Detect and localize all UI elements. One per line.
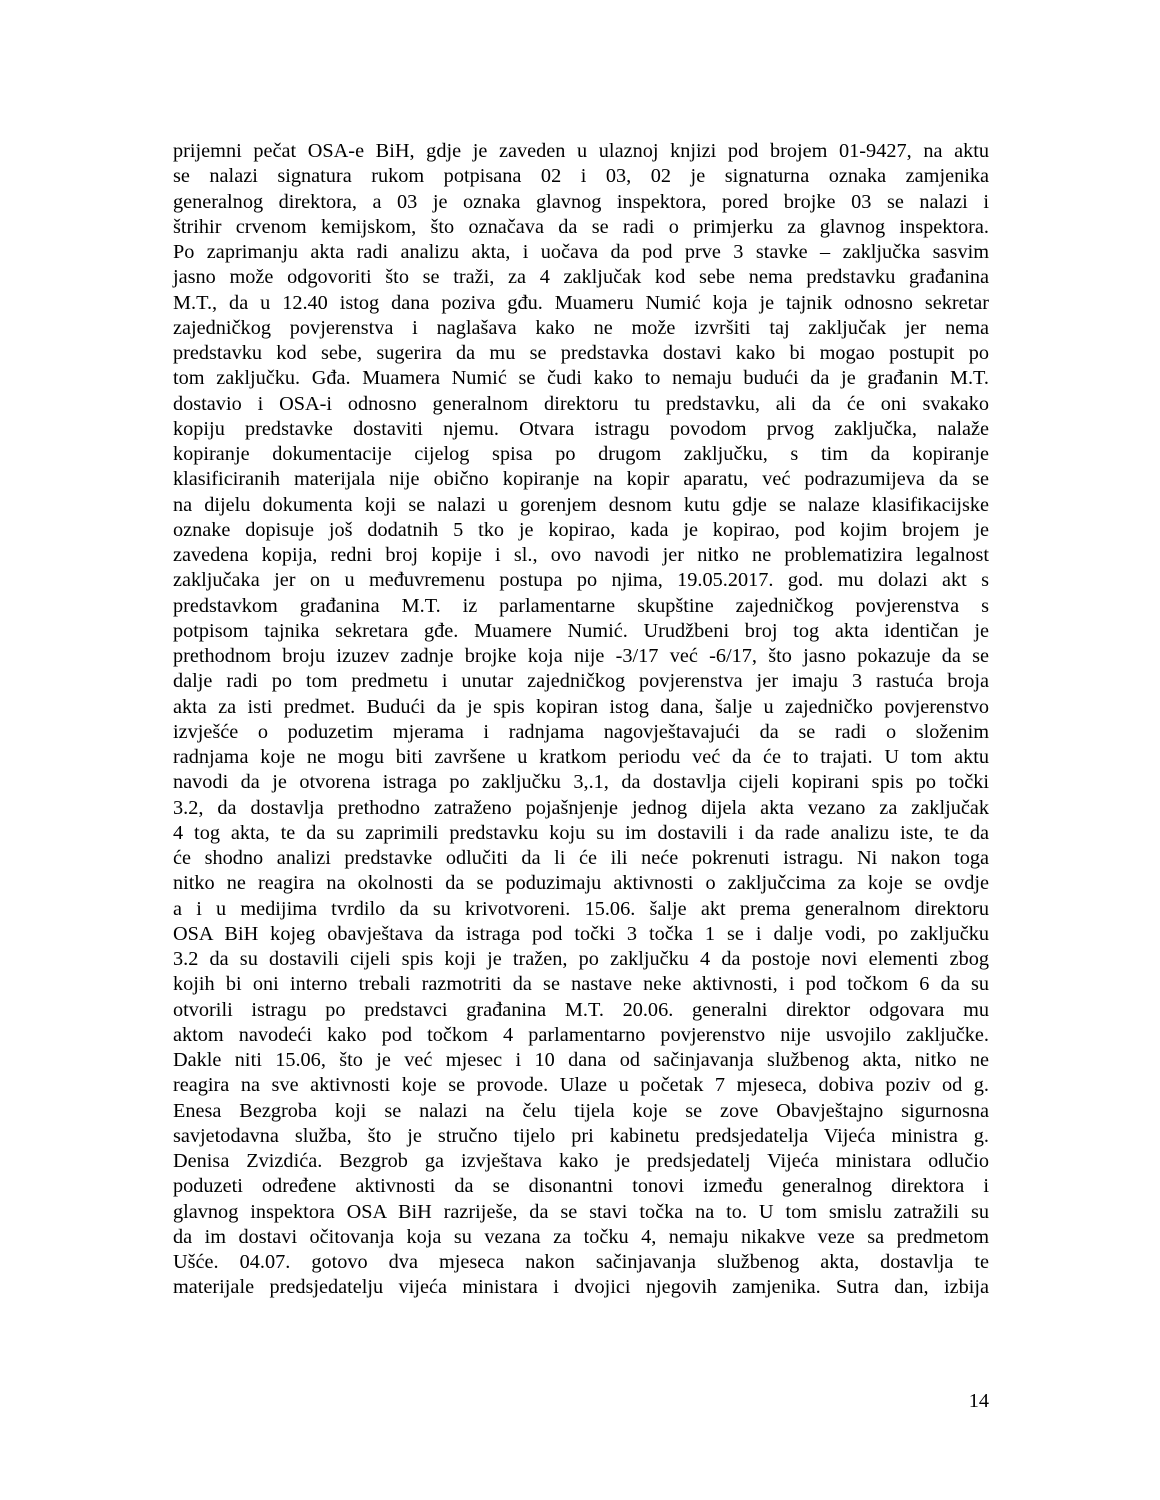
text-line: nitko ne reagira na okolnosti da se poduzimaju aktivnosti o zaključcima za koje se ovdje bbox=[173, 872, 989, 895]
text-line: 4 tog akta, te da su zaprimili predstavku koju su im dostavili i da rade analizu iste, te da bbox=[173, 821, 989, 844]
text-line: OSA BiH kojeg obavještava da istraga pod točki 3 točka 1 se i dalje vodi, po zaključku bbox=[173, 922, 989, 945]
text-line: predstavku kod sebe, sugerira da mu se predstavka dostavi kako bi mogao postupit po bbox=[173, 342, 989, 364]
text-line: savjetodavna služba, što je stručno tijelo pri kabinetu predsjedatelja Vijeća ministra g. bbox=[173, 1124, 989, 1147]
text-line: na dijelu dokumenta koji se nalazi u gorenjem desnom kutu gdje se nalaze klasifikacijske bbox=[173, 493, 989, 516]
text-line: Enesa Bezgroba koji se nalazi na čelu tijela koje se zove Obavještajno sigurnosna bbox=[173, 1099, 989, 1122]
text-line: jasno može odgovoriti što se traži, za 4 zaključak kod sebe nema predstavku građanina bbox=[173, 266, 989, 289]
text-line: 3.2, da dostavlja prethodno zatraženo pojašnjenje jednog dijela akta vezano za zaključak bbox=[173, 796, 989, 819]
text-line: materijale predsjedatelju vijeća ministara i dvojici njegovih zamjenika. Sutra dan, izbija bbox=[173, 1276, 989, 1299]
text-line: Dakle niti 15.06, što je već mjesec i 10 dana od sačinjavanja službenog akta, nitko ne bbox=[173, 1049, 989, 1071]
text-line: poduzeti određene aktivnosti da se disonantni tonovi između generalnog direktora i bbox=[173, 1175, 989, 1198]
text-line: glavnog inspektora OSA BiH razriješe, da se stavi točka na to. U tom smislu zatražili su bbox=[173, 1200, 989, 1223]
text-line: klasificiranih materijala nije obično kopiranje na kopir aparatu, već podrazumijeva da se bbox=[173, 468, 989, 491]
text-line: Denisa Zvizdića. Bezgrob ga izvještava kako je predsjedatelj Vijeća ministara odlučio bbox=[173, 1150, 989, 1172]
text-line: 3.2 da su dostavili cijeli spis koji je tražen, po zaključku 4 da postoje novi elementi zbog bbox=[173, 948, 989, 970]
text-line: prijemni pečat OSA-e BiH, gdje je zaveden u ulaznoj knjizi pod brojem 01-9427, na aktu bbox=[173, 140, 989, 162]
text-line: Ušće. 04.07. gotovo dva mjeseca nakon sačinjavanja službenog akta, dostavlja te bbox=[173, 1251, 989, 1273]
body-paragraph bbox=[173, 139, 989, 1301]
text-line: prethodnom broju izuzev zadnje brojke koja nije -3/17 već -6/17, što jasno pokazuje da se bbox=[173, 645, 989, 667]
text-line: izvješće o poduzetim mjerama i radnjama nagovještavajući da se radi o složenim bbox=[173, 720, 989, 743]
text-line: aktom navodeći kako pod točkom 4 parlamentarno povjerenstvo nije usvojilo zaključke. bbox=[173, 1023, 989, 1046]
text-line: M.T., da u 12.40 istog dana poziva gđu. Muameru Numić koja je tajnik odnosno sekretar bbox=[173, 291, 989, 314]
text-line: reagira na sve aktivnosti koje se provode. Ulaze u početak 7 mjeseca, dobiva poziv od g. bbox=[173, 1074, 989, 1097]
text-line: dostavio i OSA-i odnosno generalnom direktoru tu predstavku, ali da će oni svakako bbox=[173, 392, 989, 415]
text-line: zajedničkog povjerenstva i naglašava kako ne može izvršiti taj zaključak jer nema bbox=[173, 316, 989, 339]
text-line: će shodno analizi predstavke odlučiti da li će ili neće pokrenuti istragu. Ni nakon toga bbox=[173, 847, 989, 869]
text-line: navodi da je otvorena istraga po zaključku 3,.1, da dostavlja cijeli kopirani spis po točki bbox=[173, 771, 989, 794]
text-line: kopiranje dokumentacije cijelog spisa po drugom zaključku, s tim da kopiranje bbox=[173, 443, 989, 465]
page-number: 14 bbox=[968, 1390, 989, 1412]
text-line: Po zaprimanju akta radi analizu akta, i uočava da pod prve 3 stavke – zaključka sasvim bbox=[173, 241, 989, 263]
text-line: zaključaka jer on u međuvremenu postupa po njima, 19.05.2017. god. mu dolazi akt s bbox=[173, 569, 989, 592]
text-line: štrihir crvenom kemijskom, što označava da se radi o primjerku za glavnog inspektora. bbox=[173, 215, 989, 238]
text-line: oznake dopisuje još dodatnih 5 tko je kopirao, kada je kopirao, pod kojim brojem je bbox=[173, 518, 989, 541]
text-line: da im dostavi očitovanja koja su vezana za točku 4, nemaju nikakve veze sa predmetom bbox=[173, 1225, 989, 1248]
text-line: kojih bi oni interno trebali razmotriti da se nastave neke aktivnosti, i pod točkom 6 da su bbox=[173, 973, 989, 996]
text-line: dalje radi po tom predmetu i unutar zajedničkog povjerenstva jer imaju 3 rastuća broja bbox=[173, 670, 989, 693]
text-line: tom zaključku. Gđa. Muamera Numić se čudi kako to nemaju budući da je građanin M.T. bbox=[173, 367, 989, 390]
text-line: generalnog direktora, a 03 je oznaka glavnog inspektora, pored brojke 03 se nalazi i bbox=[173, 190, 989, 213]
text-line: zavedena kopija, redni broj kopije i sl., ovo navodi jer nitko ne problematizira legalnost bbox=[173, 544, 989, 566]
text-line: potpisom tajnika sekretara gđe. Muamere Numić. Urudžbeni broj tog akta identičan je bbox=[173, 619, 989, 642]
text-line: se nalazi signatura rukom potpisana 02 i 03, 02 je signaturna oznaka zamjenika bbox=[173, 165, 989, 188]
text-line: otvorili istragu po predstavci građanina M.T. 20.06. generalni direktor odgovara mu bbox=[173, 998, 989, 1021]
text-line: predstavkom građanina M.T. iz parlamentarne skupštine zajedničkog povjerenstva s bbox=[173, 594, 989, 617]
text-line: akta za isti predmet. Budući da je spis kopiran istog dana, šalje u zajedničko povjerenstvo bbox=[173, 695, 989, 718]
text-line: kopiju predstavke dostaviti njemu. Otvara istragu povodom prvog zaključka, nalaže bbox=[173, 417, 989, 440]
text-line: a i u medijima tvrdilo da su krivotvoreni. 15.06. šalje akt prema generalnom direktoru bbox=[173, 897, 989, 920]
text-line: radnjama koje ne mogu biti završene u kratkom periodu već da će to trajati. U tom aktu bbox=[173, 746, 989, 768]
